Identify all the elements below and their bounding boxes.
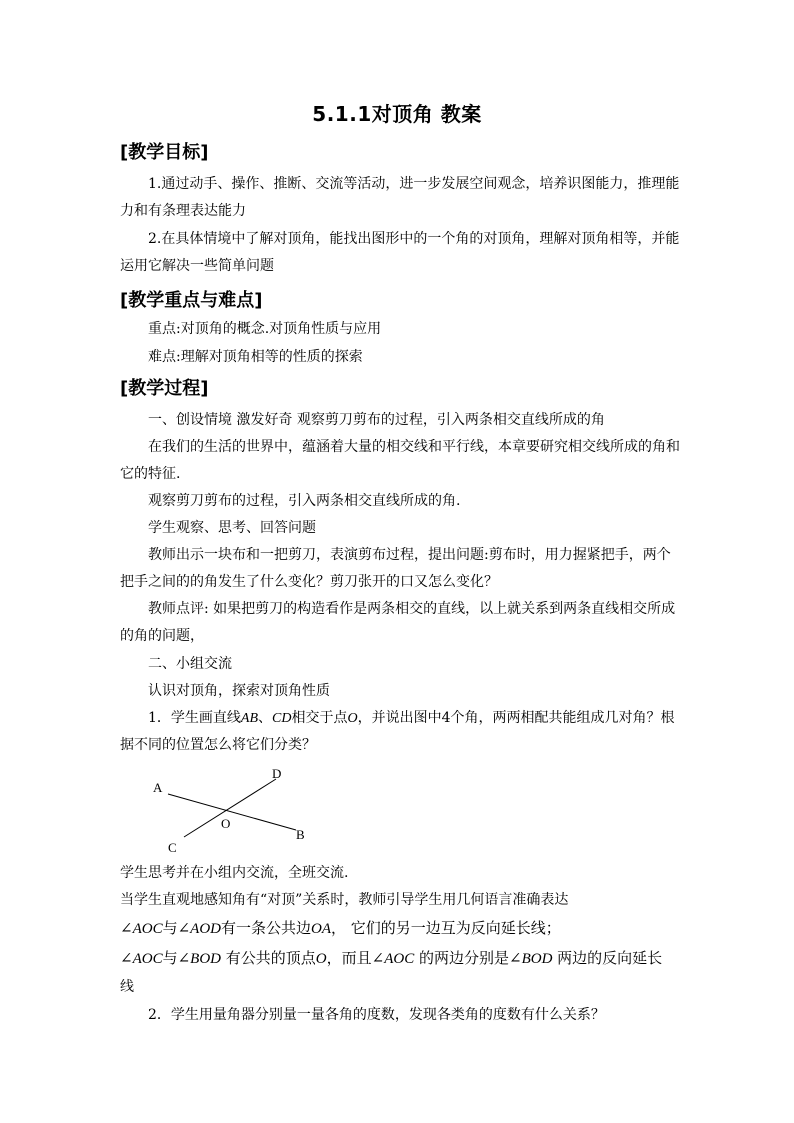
point-o-label: O bbox=[347, 711, 358, 726]
process-line-4: 学生观察、思考、回答问题 bbox=[148, 520, 316, 536]
text-segment: 与 bbox=[162, 949, 178, 967]
process-line-1: 一、创设情境 激发好奇 观察剪刀剪布的过程，引入两条相交直线所成的角 bbox=[148, 412, 605, 428]
objective-1-line-1: 1.通过动手、操作、推断、交流等活动，进一步发展空间观念，培养识图能力，推理能 bbox=[148, 176, 680, 192]
objective-2-line-2: 运用它解决一些简单问题 bbox=[120, 258, 274, 274]
text-segment: 有公共的顶点 bbox=[221, 949, 316, 967]
angle-aoc: ∠AOC bbox=[120, 951, 163, 967]
text-segment: 有一条公共边 bbox=[221, 919, 312, 937]
line-ab bbox=[168, 794, 296, 830]
process-line-13b: 线 bbox=[120, 979, 134, 995]
key-point-text: 重点:对顶角的概念.对顶角性质与应用 bbox=[148, 321, 382, 337]
process-line-10: 学生思考并在小组内交流，全班交流. bbox=[120, 865, 349, 881]
label-d: D bbox=[272, 766, 282, 781]
process-line-13 bbox=[120, 949, 662, 968]
process-line-7: 二、小组交流 bbox=[148, 656, 232, 672]
angle-aoc: ∠AOC bbox=[371, 951, 415, 967]
process-line-11: 当学生直观地感知角有“对顶”关系时，教师引导学生用几何语言准确表达 bbox=[120, 892, 569, 908]
angle-bod: ∠BOD bbox=[177, 951, 221, 967]
text-segment: 相交于点 bbox=[291, 710, 348, 726]
angle-aoc: ∠AOC bbox=[120, 921, 163, 937]
objective-2-line-1: 2.在具体情境中了解对顶角，能找出图形中的一个角的对顶角，理解对顶角相等，并能 bbox=[148, 231, 680, 247]
document-title: 5.1.1对顶角 教案 bbox=[312, 102, 482, 126]
process-line-3: 观察剪刀剪布的过程，引入两条相交直线所成的角. bbox=[148, 493, 461, 509]
label-a: A bbox=[153, 780, 163, 795]
angle-bod: ∠BOD bbox=[509, 951, 553, 967]
segment-oa: OA bbox=[311, 921, 332, 937]
process-line-5b: 把手之间的的角发生了什么变化？剪刀张开的口又怎么变化？ bbox=[120, 574, 498, 590]
line-cd-label: CD bbox=[272, 711, 292, 726]
text-segment: 1．学生画直线 bbox=[148, 710, 241, 726]
label-b: B bbox=[296, 827, 305, 842]
text-segment: ，并说出图中4个角，两两相配共能组成几对角？根 bbox=[357, 710, 675, 726]
line-ab-label: AB bbox=[240, 711, 259, 726]
heading-objectives: [教学目标] bbox=[120, 142, 209, 163]
label-o: O bbox=[221, 816, 231, 831]
angle-aod: ∠AOD bbox=[177, 921, 221, 937]
process-line-14: 2．学生用量角器分别量一量各角的度数，发现各类角的度数有什么关系？ bbox=[148, 1007, 605, 1023]
process-line-9a bbox=[148, 709, 675, 728]
heading-process: [教学过程] bbox=[120, 378, 209, 399]
point-o: O bbox=[315, 951, 327, 967]
process-line-5a: 教师出示一块布和一把剪刀，表演剪布过程，提出问题:剪布时，用力握紧把手，两个 bbox=[148, 547, 671, 563]
label-c: C bbox=[168, 840, 177, 855]
process-line-8: 认识对顶角，探索对顶角性质 bbox=[148, 683, 330, 699]
text-segment: 、 bbox=[258, 710, 273, 726]
difficulty-text: 难点:理解对顶角相等的性质的探索 bbox=[148, 349, 363, 365]
text-segment: 的两边分别是 bbox=[414, 949, 509, 967]
text-segment: ，而且 bbox=[326, 949, 372, 967]
heading-key-points: [教学重点与难点] bbox=[120, 290, 263, 311]
process-line-2b: 它的特征. bbox=[120, 466, 181, 482]
process-line-2a: 在我们的生活的世界中，蕴涵着大量的相交线和平行线，本章要研究相交线所成的角和 bbox=[148, 439, 680, 455]
process-line-6a: 教师点评: 如果把剪刀的构造看作是两条相交的直线，以上就关系到两条直线相交所成 bbox=[148, 601, 676, 617]
process-line-9b: 据不同的位置怎么将它们分类？ bbox=[120, 737, 316, 753]
text-segment: 与 bbox=[162, 919, 178, 937]
intersecting-lines-figure bbox=[150, 764, 320, 859]
objective-1-line-2: 力和有条理表达能力 bbox=[120, 203, 246, 219]
text-segment: ， 它们的另一边互为反向延长线； bbox=[331, 919, 561, 937]
text-segment: 两边的反向延长 bbox=[552, 949, 663, 967]
process-line-12 bbox=[120, 919, 561, 938]
process-line-6b: 的角的问题， bbox=[120, 628, 204, 644]
